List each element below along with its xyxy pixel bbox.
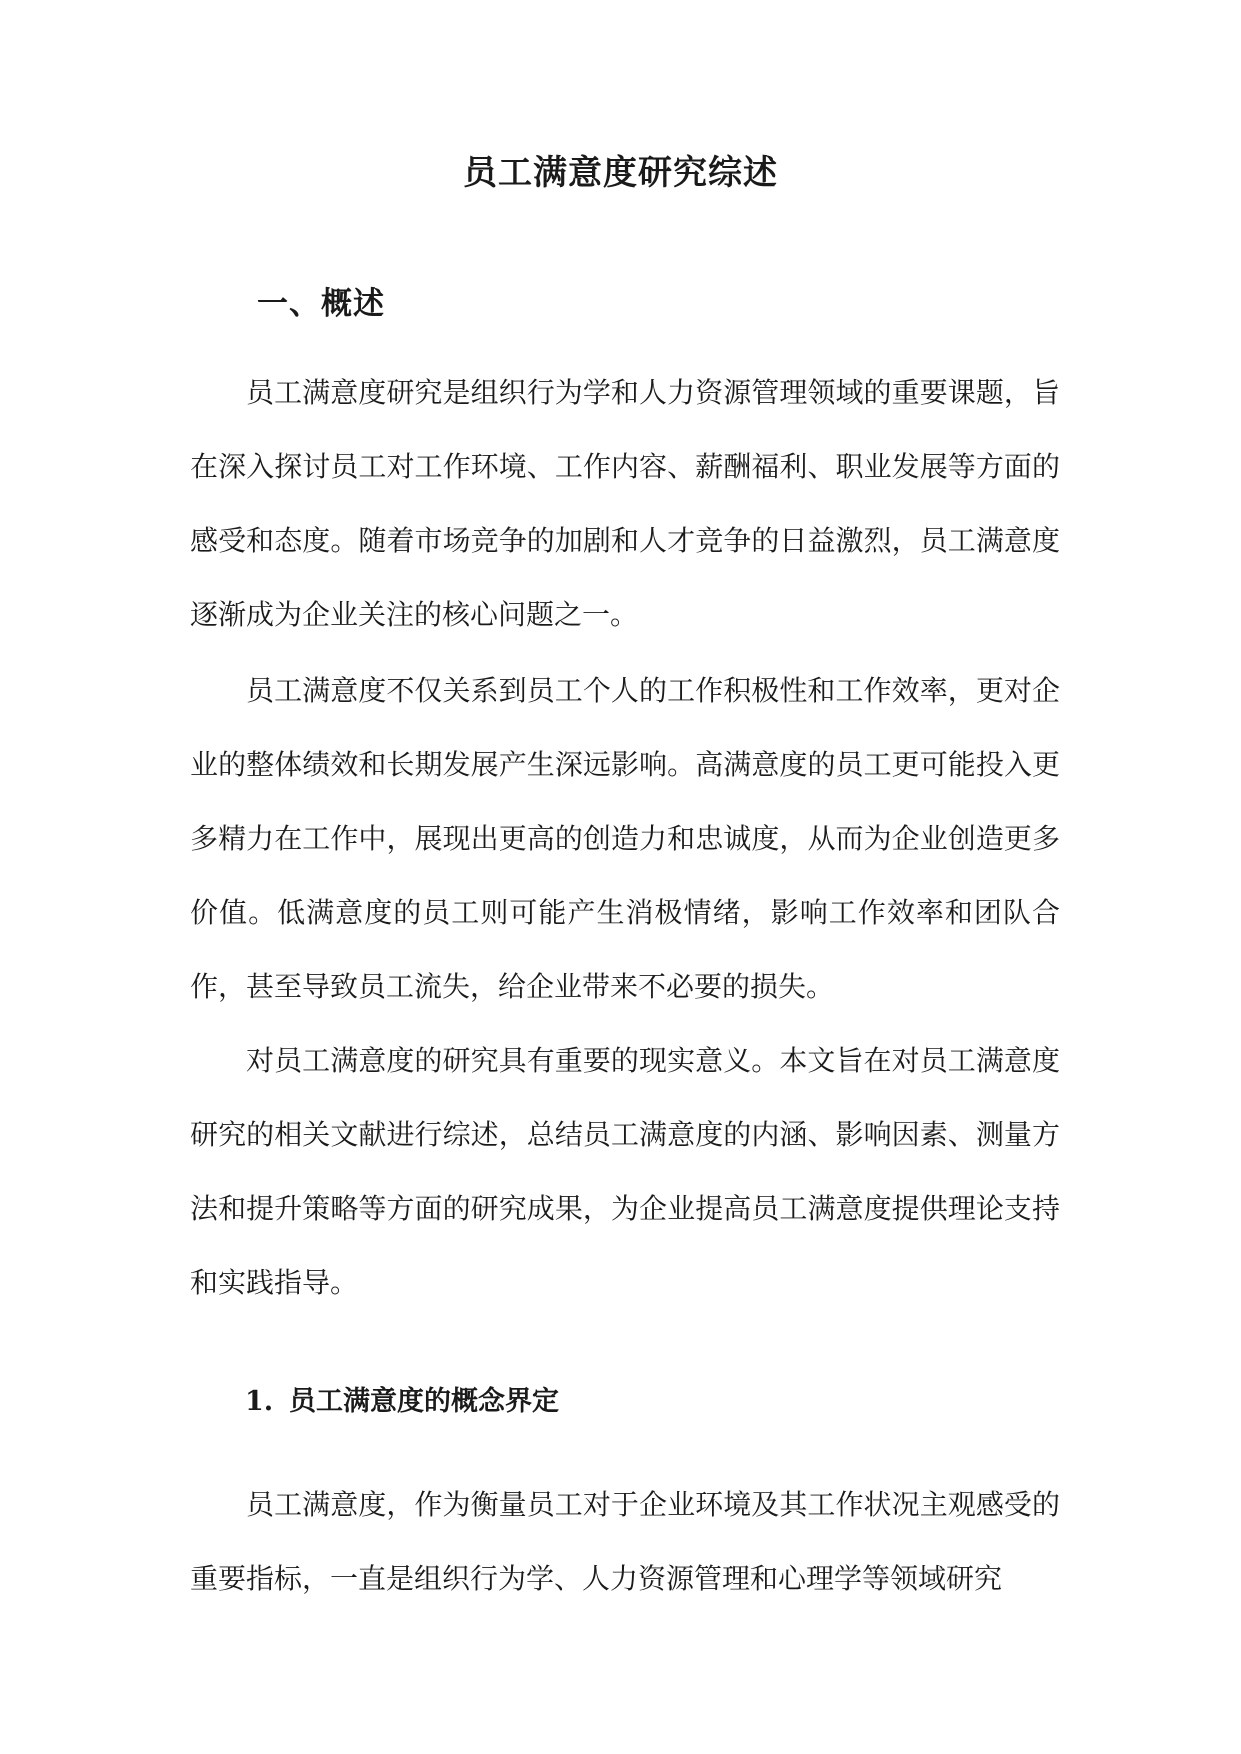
paragraph-1: 员工满意度研究是组织行为学和人力资源管理领域的重要课题，旨在深入探讨员工对工作环境、工作内容、薪酬福利、职业发展等方面的感受和态度。随着市场竞争的加剧和人才竞争的日益激烈，员工满意度逐渐成为企业关注的核心问题之一。: [190, 376, 1060, 631]
paragraph-3: 对员工满意度的研究具有重要的现实意义。本文旨在对员工满意度研究的相关文献进行综述，总结员工满意度的内涵、影响因素、测量方法和提升策略等方面的研究成果，为企业提高员工满意度提供理论支持和实践指导。: [190, 1044, 1060, 1299]
subsection-heading: [245, 1380, 559, 1424]
subsection-number: 1.: [245, 1386, 274, 1417]
paragraph-2: 员工满意度不仅关系到员工个人的工作积极性和工作效率，更对企业的整体绩效和长期发展产生深远影响。高满意度的员工更可能投入更多精力在工作中，展现出更高的创造力和忠诚度，从而为企业创造更多价值。低满意度的员工则可能产生消极情绪，影响工作效率和团队合作，甚至导致员工流失，给企业带来不必要的损失。: [190, 674, 1060, 1003]
section-heading-overview: 一、概述: [257, 286, 385, 322]
subsection-title: 员工满意度的概念界定: [289, 1386, 559, 1417]
document-title: 员工满意度研究综述: [463, 153, 778, 193]
paragraph-4: 员工满意度，作为衡量员工对于企业环境及其工作状况主观感受的重要指标，一直是组织行为学、人力资源管理和心理学等领域研究: [190, 1488, 1060, 1595]
